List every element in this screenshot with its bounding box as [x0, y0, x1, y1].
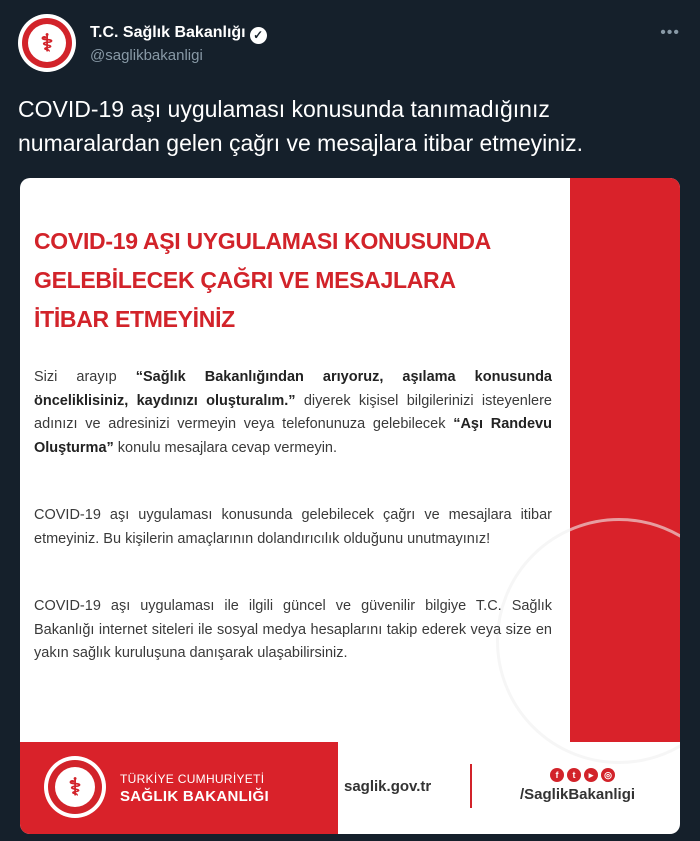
facebook-icon: f	[550, 768, 564, 782]
p1-text: Sizi arayıp	[34, 369, 136, 385]
display-name[interactable]	[90, 24, 267, 44]
youtube-icon: ▸	[584, 768, 598, 782]
tweet-header	[18, 14, 682, 76]
paragraph-warning	[34, 366, 552, 460]
footer-logo	[44, 756, 106, 818]
p1-text: diyerek kişisel bilgilerinizi isteyenlere adınızı ve adresinizi vermeyin veya telefonunuza gelebilecek	[34, 392, 552, 432]
footer-divider	[470, 764, 472, 808]
website-url: saglik.gov.tr	[344, 778, 432, 795]
verified-badge-icon: ✓	[250, 27, 267, 44]
social-handle: /SaglikBakanligi	[520, 786, 636, 803]
instagram-icon: ◎	[601, 768, 615, 782]
ministry-name-line1: TÜRKİYE CUMHURİYETİ	[120, 772, 265, 786]
card-title	[34, 222, 554, 339]
social-icons	[550, 768, 615, 782]
display-name-text[interactable]: T.C. Sağlık Bakanlığı	[90, 24, 246, 41]
p1-quote: “Sağlık Bakanlığından arıyoruz, aşılama konusunda önceliklisiniz, kaydınızı oluşturalım.”	[34, 369, 552, 409]
user-handle[interactable]: @saglikbakanligi	[90, 47, 203, 64]
tweet-text: COVID-19 aşı uygulaması konusunda tanımadığınız numaralardan gelen çağrı ve mesajlara itibar etmeyiniz.	[18, 96, 584, 156]
more-options-icon[interactable]: •••	[660, 24, 680, 41]
paragraph-info: COVID-19 aşı uygulaması ile ilgili güncel ve güvenilir bilgiye T.C. Sağlık Bakanlığı internet siteleri ile sosyal medya hesaplarını takip ederek veya size en yakın sağlık kuruluşuna danışarak ulaşabilirsiniz.	[34, 598, 552, 661]
card-title-line: GELEBİLECEK ÇAĞRI VE MESAJLARA	[34, 267, 456, 293]
paragraph-fraud: COVID-19 aşı uygulaması konusunda gelebilecek çağrı ve mesajlara itibar etmeyiniz. Bu kişilerin amaçlarının dolandırıcılık olduğunu unutmayınız!	[34, 507, 552, 547]
card-title-line: COVID-19 AŞI UYGULAMASI KONUSUNDA	[34, 228, 491, 254]
twitter-icon: t	[567, 768, 581, 782]
p1-sms-subject: “Aşı Randevu Oluşturma”	[34, 416, 552, 456]
card-title-line: İTİBAR ETMEYİNİZ	[34, 306, 235, 332]
profile-avatar[interactable]	[18, 14, 76, 72]
tweet-image-card[interactable]	[20, 178, 680, 834]
ministry-name-line2: SAĞLIK BAKANLIĞI	[120, 788, 269, 805]
p1-text: konulu mesajlara cevap vermeyin.	[113, 439, 338, 456]
ministry-logo-icon: ⚕	[28, 24, 66, 62]
ministry-logo-icon: ⚕	[55, 767, 95, 807]
